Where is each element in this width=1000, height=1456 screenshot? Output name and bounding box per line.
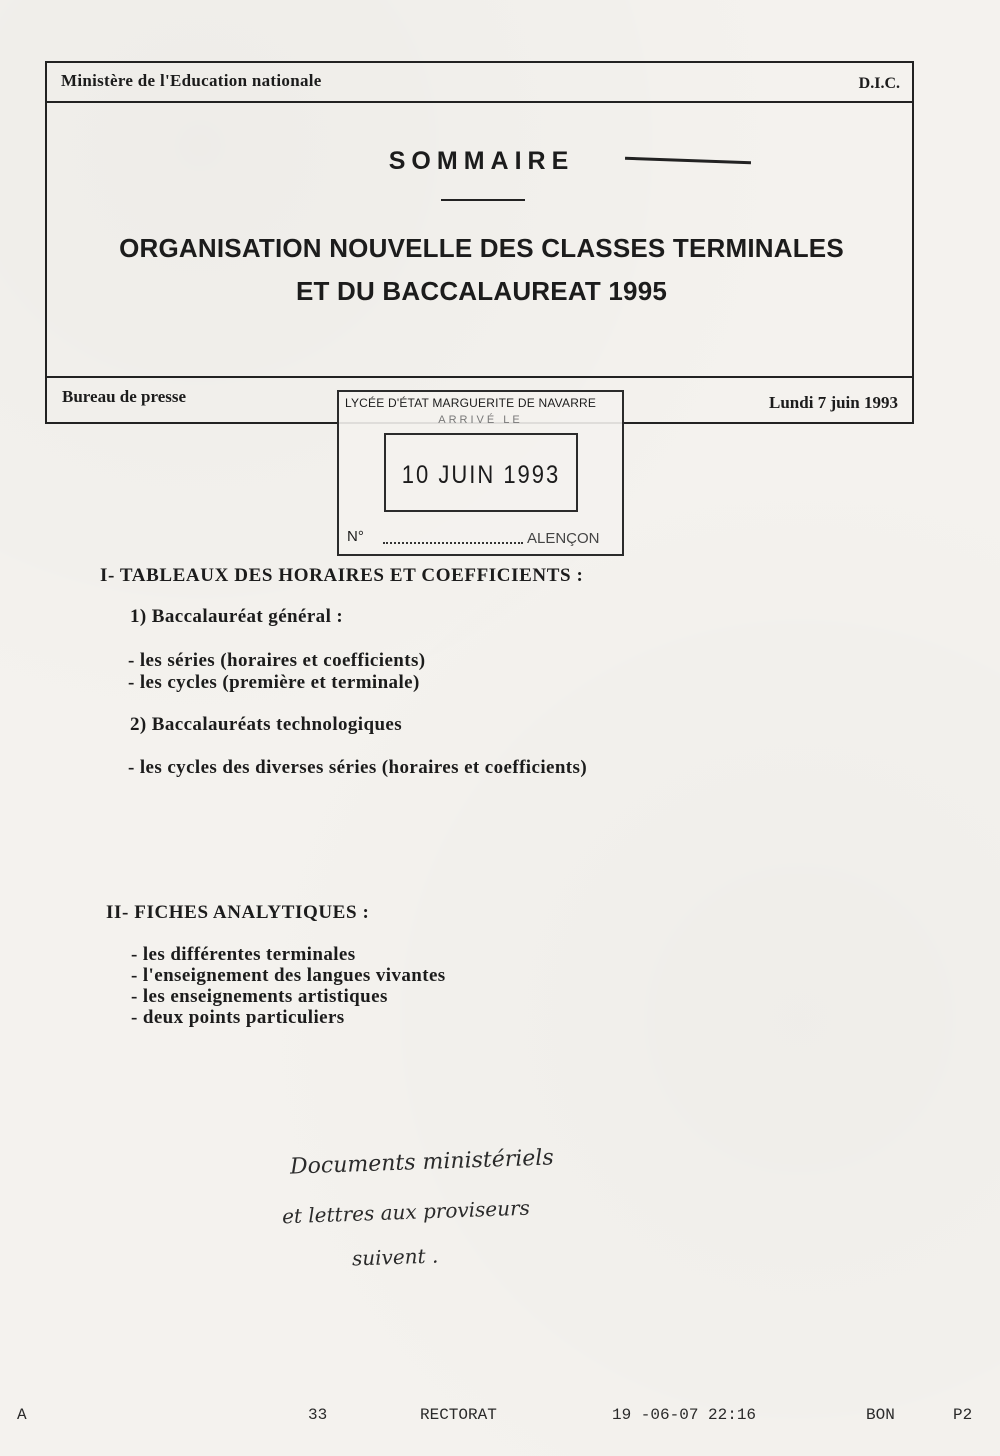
subsection-1-label: 1) Baccalauréat général : xyxy=(130,606,344,627)
stamp-arrived-label: ARRIVÉ LE xyxy=(438,414,523,426)
fax-footer-status: BON xyxy=(866,1406,895,1424)
section-1-heading: I- TABLEAUX DES HORAIRES ET COEFFICIENTS : xyxy=(100,565,584,586)
list-item: - les cycles des diverses séries (horaires et coefficients) xyxy=(128,757,588,778)
bureau-label: Bureau de presse xyxy=(62,387,187,406)
list-item: - les séries (horaires et coefficients) xyxy=(128,650,426,671)
reception-stamp xyxy=(337,390,624,556)
stamp-date-box xyxy=(384,433,578,512)
stamp-school-name: LYCÉE D'ÉTAT MARGUERITE DE NAVARRE xyxy=(345,396,597,410)
handwritten-note-line2: et lettres aux proviseurs xyxy=(281,1195,531,1229)
header-bottom-rule xyxy=(47,376,912,378)
ministry-name: Ministère de l'Education nationale xyxy=(61,71,322,90)
fax-footer-sender: RECTORAT xyxy=(420,1406,497,1424)
stamp-number-label: N° xyxy=(347,528,364,545)
section-2-heading: II- FICHES ANALYTIQUES : xyxy=(106,902,370,923)
stamp-date: 10 JUIN 1993 xyxy=(401,460,561,489)
list-item: - les cycles (première et terminale) xyxy=(128,672,420,693)
handwritten-note-line1: Documents ministériels xyxy=(289,1145,555,1180)
fax-footer-col2: 33 xyxy=(308,1406,328,1424)
sommaire-heading: SOMMAIRE xyxy=(388,147,575,175)
fax-footer-page: P2 xyxy=(953,1406,973,1424)
fax-footer-col1: A xyxy=(17,1406,27,1424)
list-item: - les différentes terminales xyxy=(131,944,356,965)
list-item: - l'enseignement des langues vivantes xyxy=(131,965,446,986)
list-item: - deux points particuliers xyxy=(131,1007,345,1028)
stamp-number-dots xyxy=(383,530,523,544)
handwritten-note-line3: suivent . xyxy=(351,1243,439,1271)
stamp-city: ALENÇON xyxy=(527,530,600,547)
document-title-line1: ORGANISATION NOUVELLE DES CLASSES TERMINALES xyxy=(119,233,844,263)
sommaire-underline xyxy=(441,199,525,201)
document-title-line2: ET DU BACCALAUREAT 1995 xyxy=(295,276,668,306)
list-item: - les enseignements artistiques xyxy=(131,986,388,1007)
fax-footer-timestamp: 19 -06-07 22:16 xyxy=(612,1406,757,1424)
subsection-2-label: 2) Baccalauréats technologiques xyxy=(130,714,403,735)
department-code: D.I.C. xyxy=(858,75,900,92)
header-box xyxy=(45,61,914,424)
document-date: Lundi 7 juin 1993 xyxy=(769,393,898,412)
